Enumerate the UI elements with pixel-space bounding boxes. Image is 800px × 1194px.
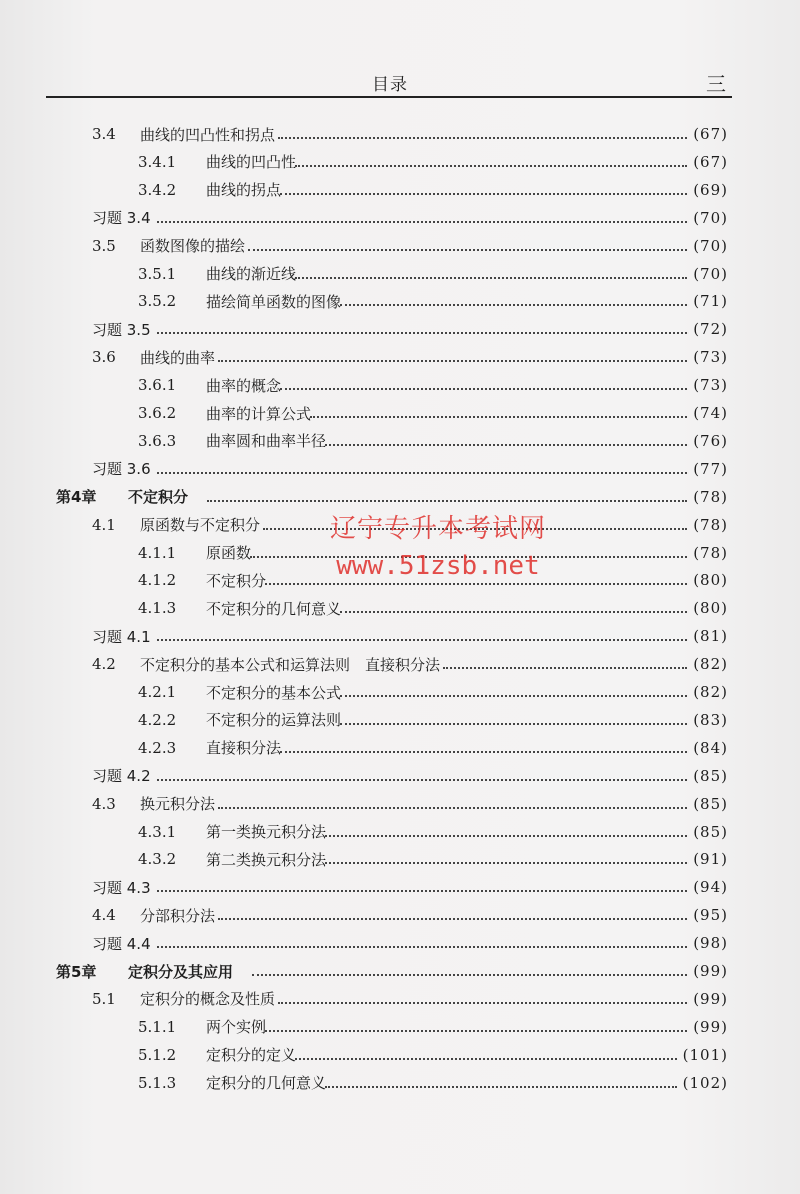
toc-entry-title: 换元积分法 — [140, 795, 216, 814]
toc-entry-page: (91) — [693, 850, 728, 869]
toc-entry — [92, 985, 728, 1013]
toc-entry — [138, 818, 728, 846]
toc-entry-number: 3.6.1 — [138, 376, 177, 395]
toc-entry-number: 4.2.1 — [138, 683, 177, 701]
toc-entry-number: 习题 3.5 — [92, 320, 151, 339]
toc-entry-title: 两个实例 — [206, 1018, 267, 1037]
toc-entry — [138, 1069, 728, 1097]
toc-entry-title: 直接积分法 — [206, 739, 282, 758]
toc-leader-dots — [278, 1000, 687, 1004]
toc-entry-title: 原函数与不定积分 — [140, 516, 261, 535]
toc-entry — [92, 120, 728, 148]
toc-entry-page: (78) — [693, 487, 728, 506]
toc-leader-dots — [340, 609, 687, 613]
toc-entry — [92, 762, 728, 790]
header-title: 目录 — [372, 75, 408, 95]
toc-entry-page: (102) — [682, 1073, 728, 1092]
toc-leader-dots — [157, 219, 688, 223]
toc-leader-dots — [218, 916, 687, 920]
toc-entry-page: (85) — [693, 766, 728, 785]
toc-leader-dots — [157, 777, 688, 781]
toc-entry-page: (78) — [693, 515, 728, 534]
toc-leader-dots — [157, 637, 688, 641]
toc-entry-page: (77) — [693, 459, 728, 478]
toc-entry-number: 3.6.2 — [138, 404, 177, 422]
toc-entry-title: 曲线的渐近线 — [206, 265, 297, 283]
toc-entry — [138, 1041, 728, 1069]
toc-entry-page: (85) — [693, 822, 728, 841]
toc-leader-dots — [207, 498, 687, 502]
toc-entry — [138, 845, 728, 873]
watermark-text: 辽宁专升本考试网 — [330, 514, 547, 544]
toc-entry-page: (80) — [693, 571, 728, 590]
toc-leader-dots — [340, 693, 687, 697]
toc-entry — [138, 148, 728, 176]
toc-leader-dots — [443, 665, 687, 669]
toc-entry-number: 4.3.1 — [138, 822, 177, 841]
toc-entry-title: 第一类换元积分法 — [206, 823, 327, 841]
toc-leader-dots — [280, 386, 687, 390]
toc-leader-dots — [325, 833, 687, 837]
toc-entry-title: 原函数 — [206, 544, 252, 562]
header-page-number: 三 — [706, 72, 726, 96]
toc-entry-number: 3.4 — [92, 125, 116, 143]
toc-entry-title: 不定积分 — [128, 488, 189, 507]
toc-entry-page: (99) — [693, 989, 728, 1008]
toc-entry — [138, 734, 728, 762]
toc-leader-dots — [340, 721, 687, 725]
toc-entry-number: 3.4.1 — [138, 152, 177, 171]
toc-entry-number: 3.5 — [92, 236, 116, 255]
toc-entry-number: 3.6 — [92, 348, 116, 367]
toc-entry — [138, 399, 728, 427]
toc-entry-page: (82) — [693, 683, 728, 701]
toc-entry — [92, 901, 728, 929]
toc-entry — [138, 260, 728, 288]
toc-entry-title: 不定积分的基本公式 — [206, 683, 342, 702]
toc-entry-number: 习题 3.4 — [92, 209, 151, 228]
toc-entry-title: 不定积分 — [206, 571, 267, 590]
watermark — [330, 508, 546, 581]
toc-entry-page: (76) — [693, 431, 728, 450]
toc-entry-page: (83) — [693, 710, 728, 729]
toc-entry-number: 3.5.2 — [138, 292, 177, 311]
toc-leader-dots — [265, 581, 687, 585]
toc-entry-page: (101) — [682, 1045, 728, 1064]
toc-entry — [92, 873, 728, 901]
toc-entry-number: 4.2 — [92, 655, 116, 674]
toc-leader-dots — [280, 749, 687, 753]
toc-entry-title: 曲线的凹凸性 — [206, 153, 297, 172]
toc-entry-page: (72) — [693, 320, 728, 339]
toc-entry — [138, 594, 728, 622]
toc-entry-number: 4.4 — [92, 906, 116, 925]
toc-entry-title: 定积分的概念及性质 — [140, 990, 276, 1009]
toc-entry-title: 曲率圆和曲率半径 — [206, 432, 327, 451]
toc-leader-dots — [325, 860, 687, 864]
toc-entry — [138, 1013, 728, 1041]
toc-entry — [138, 371, 728, 399]
toc-entry — [92, 622, 728, 650]
toc-entry-number: 4.3.2 — [138, 850, 177, 869]
toc-leader-dots — [218, 805, 687, 809]
toc-entry — [92, 204, 728, 232]
toc-entry-title: 分部积分法 — [140, 906, 216, 925]
toc-leader-dots — [325, 442, 687, 446]
toc-entry-page: (71) — [693, 292, 728, 311]
toc-entry-page: (99) — [693, 962, 728, 980]
toc-entry-number: 3.5.1 — [138, 264, 177, 283]
toc-entry-title: 定积分的定义 — [206, 1046, 297, 1065]
toc-entry-title: 不定积分的基本公式和运算法则 直接积分法 — [140, 655, 441, 674]
toc-entry-number: 4.3 — [92, 794, 116, 813]
toc-entry-page: (82) — [693, 655, 728, 674]
toc-leader-dots — [157, 470, 688, 474]
toc-entry-page: (67) — [693, 125, 728, 143]
toc-entry — [56, 483, 728, 511]
toc-entry — [138, 176, 728, 204]
toc-leader-dots — [252, 972, 687, 976]
toc-entry-number: 习题 4.3 — [92, 878, 151, 897]
toc-entry-number: 4.1.2 — [138, 571, 177, 590]
toc-entry-number: 第5章 — [56, 962, 97, 981]
toc-entry-page: (78) — [693, 543, 728, 562]
toc-leader-dots — [157, 330, 688, 334]
toc-leader-dots — [265, 1028, 687, 1032]
toc-entry-number: 3.4.2 — [138, 180, 177, 199]
toc-entry — [138, 678, 728, 706]
toc-entry-page: (84) — [693, 738, 728, 757]
toc-entry — [92, 315, 728, 343]
toc-entry-title: 曲线的拐点 — [206, 181, 282, 200]
toc-entry-title: 定积分及其应用 — [128, 962, 234, 981]
toc-entry — [138, 427, 728, 455]
toc-entry-number: 4.2.3 — [138, 738, 177, 757]
toc-entry-number: 习题 4.1 — [92, 627, 151, 646]
toc-leader-dots — [295, 163, 687, 167]
toc-entry-page: (95) — [693, 906, 728, 925]
toc-entry-title: 曲线的凹凸性和拐点 — [140, 125, 276, 144]
toc-entry — [92, 790, 728, 818]
toc-entry-title: 定积分的几何意义 — [206, 1074, 327, 1093]
toc-entry-number: 第4章 — [56, 488, 97, 507]
toc-entry-number: 4.2.2 — [138, 710, 177, 729]
header-rule — [46, 96, 732, 98]
toc-entry-page: (94) — [693, 878, 728, 897]
toc-entry-number: 3.6.3 — [138, 431, 177, 450]
toc-entry — [92, 455, 728, 483]
toc-entry-page: (69) — [693, 180, 728, 199]
toc-entry-page: (73) — [693, 376, 728, 395]
toc-leader-dots — [325, 1084, 676, 1088]
toc-entry-number: 4.1.1 — [138, 543, 177, 562]
toc-leader-dots — [280, 191, 687, 195]
toc-entry-number: 习题 4.4 — [92, 934, 151, 953]
toc-entry-number: 习题 3.6 — [92, 460, 151, 479]
toc-entry-title: 不定积分的几何意义 — [206, 599, 342, 618]
toc-entry — [138, 287, 728, 315]
toc-entry — [92, 650, 728, 678]
toc-entry-number: 4.1.3 — [138, 599, 177, 618]
toc-leader-dots — [278, 135, 687, 139]
toc-entry-title: 第二类换元积分法 — [206, 850, 327, 869]
toc-entry-title: 函数图像的描绘 — [140, 237, 246, 256]
toc-entry-title: 曲率的计算公式 — [206, 404, 312, 423]
watermark-url: www.51zsb.net — [336, 551, 540, 581]
toc-leader-dots — [248, 247, 687, 251]
toc-entry-page: (85) — [693, 794, 728, 813]
toc-entry-page: (99) — [693, 1017, 728, 1036]
toc-entry-title: 不定积分的运算法则 — [206, 711, 342, 730]
toc-entry-page: (98) — [693, 934, 728, 953]
toc-entry — [92, 929, 728, 957]
toc-entry-page: (70) — [693, 236, 728, 255]
toc-leader-dots — [157, 944, 688, 948]
toc-entry-page: (80) — [693, 599, 728, 618]
toc-entry-page: (74) — [693, 404, 728, 422]
toc-leader-dots — [295, 275, 687, 279]
toc-entry-page: (67) — [693, 152, 728, 171]
toc-entry-number: 5.1.2 — [138, 1045, 177, 1064]
toc-entry — [92, 343, 728, 371]
toc-entry-title: 描绘简单函数的图像 — [206, 292, 342, 311]
toc-entry-page: (73) — [693, 348, 728, 367]
toc-entry-number: 5.1.3 — [138, 1073, 177, 1092]
toc-entry-number: 4.1 — [92, 515, 116, 534]
toc-entry-page: (70) — [693, 264, 728, 283]
toc-entry-number: 5.1.1 — [138, 1017, 177, 1036]
toc-entry — [92, 232, 728, 260]
toc-entry-page: (81) — [693, 627, 728, 646]
toc-leader-dots — [295, 1056, 676, 1060]
toc-entry — [138, 706, 728, 734]
toc-entry-title: 曲线的曲率 — [140, 348, 216, 367]
toc-entry-number: 5.1 — [92, 989, 116, 1008]
toc-leader-dots — [340, 302, 687, 306]
toc-entry-page: (70) — [693, 208, 728, 227]
toc-entry-title: 曲率的概念 — [206, 376, 282, 395]
toc-leader-dots — [157, 888, 688, 892]
toc-leader-dots — [218, 358, 687, 362]
toc-entry — [56, 957, 728, 985]
toc-leader-dots — [310, 414, 687, 418]
toc-entry-number: 习题 4.2 — [92, 767, 151, 786]
